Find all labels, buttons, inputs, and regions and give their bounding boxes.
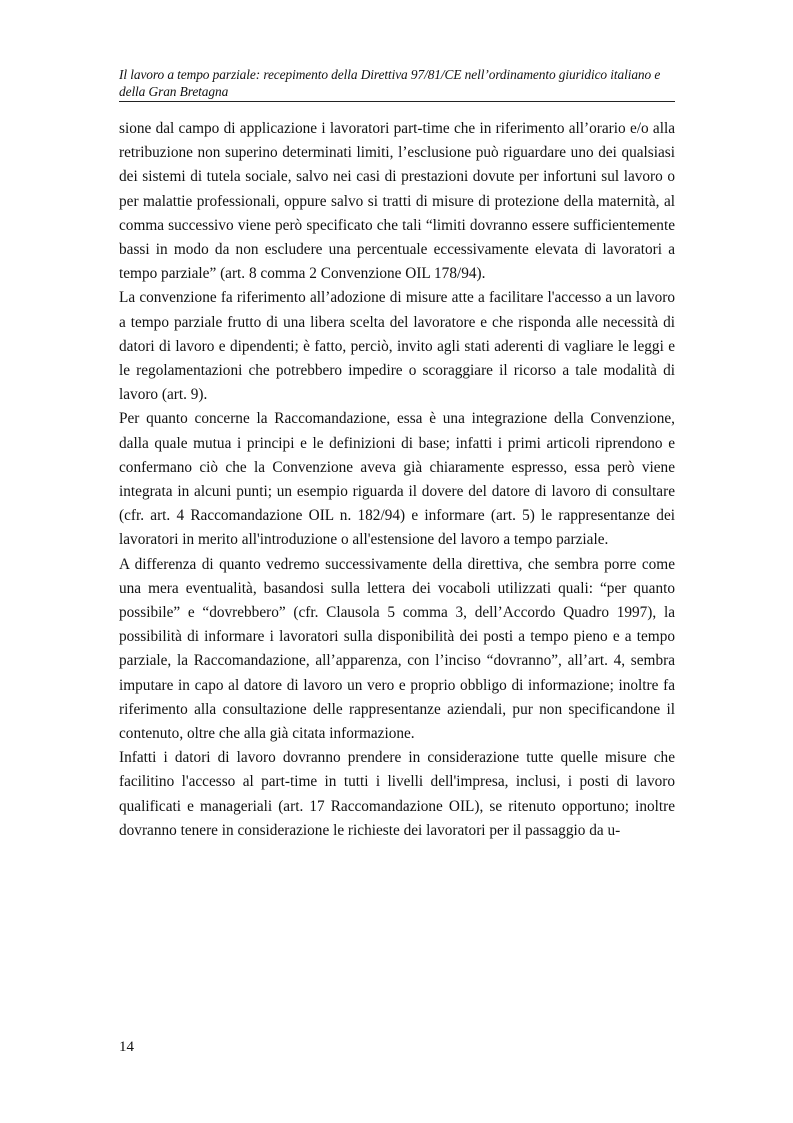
paragraph-5: Infatti i datori di lavoro dovranno prendere in considerazione tutte quelle misure che facilitino l'accesso al part-time in tutti i livelli dell'impresa, inclusi, i posti di lavoro qualificati e manageriali (art. 17 Raccomandazione OIL), se ritenuto opportuno; inoltre dovranno tenere in considerazione le richieste dei lavoratori per il passaggio da u-	[119, 749, 675, 839]
paragraph-1: sione dal campo di applicazione i lavoratori part-time che in riferimento all’orario e/o alla retribuzione non superino determinati limiti, l’esclusione può riguardare uno dei qualsiasi dei sistemi di tutela sociale, salvo nei casi di prestazioni dovute per infortuni sul lavoro o per malattie professionali, oppure salvo si tratti di misure di protezione della maternità, al comma successivo viene però specificato che tali “limiti dovranno essere sufficientemente bassi in modo da non escludere una percentuale eccessivamente elevata di lavoratori a tempo parziale” (art. 8 comma 2 Convenzione OIL 178/94).	[119, 120, 675, 283]
running-header-line-2: della Gran Bretagna	[119, 84, 229, 99]
body-text	[119, 117, 675, 843]
paragraph-2: La convenzione fa riferimento all’adozione di misure atte a facilitare l'accesso a un lavoro a tempo parziale frutto di una libera scelta del lavoratore e che risponda alle necessità di datori di lavoro e dipendenti; è fatto, perciò, invito agli stati aderenti di vagliare le leggi e le regolamentazioni che potrebbero impedire o scoraggiare il ricorso a tale modalità di lavoro (art. 9).	[119, 289, 675, 404]
running-header-line-1: Il lavoro a tempo parziale: recepimento della Direttiva 97/81/CE nell’ordinamento giuridico italiano e	[119, 67, 661, 82]
paragraph-4: A differenza di quanto vedremo successivamente della direttiva, che sembra porre come una mera eventualità, basandosi sulla lettera dei vocaboli utilizzati quali: “per quanto possibile” e “dovrebbero” (cfr. Clausola 5 comma 3, dell’Accordo Quadro 1997), la possibilità di informare i lavoratori sulla disponibilità dei posti a tempo pieno e a tempo parziale, la Raccomandazione, all’apparenza, con l’inciso “dovranno”, all’art. 4, sembra imputare in capo al datore di lavoro un vero e proprio obbligo di informazione; inoltre fa riferimento alla consultazione delle rappresentanze aziendali, pur non specificandone il contenuto, oltre che alla già citata informazione.	[119, 555, 675, 743]
paragraph-3: Per quanto concerne la Raccomandazione, essa è una integrazione della Convenzione, dalla quale mutua i principi e le definizioni di base; infatti i primi articoli riprendono e confermano ciò che la Convenzione aveva già chiaramente espresso, essa però viene integrata in alcuni punti; un esempio riguarda il dovere del datore di lavoro di consultare (cfr. art. 4 Raccomandazione OIL n. 182/94) e informare (art. 5) le rappresentanze dei lavoratori in merito all'introduzione o all'estensione del lavoro a tempo parziale.	[119, 410, 675, 549]
running-header	[119, 66, 675, 100]
page-number: 14	[119, 1039, 134, 1055]
header-divider	[119, 101, 675, 102]
